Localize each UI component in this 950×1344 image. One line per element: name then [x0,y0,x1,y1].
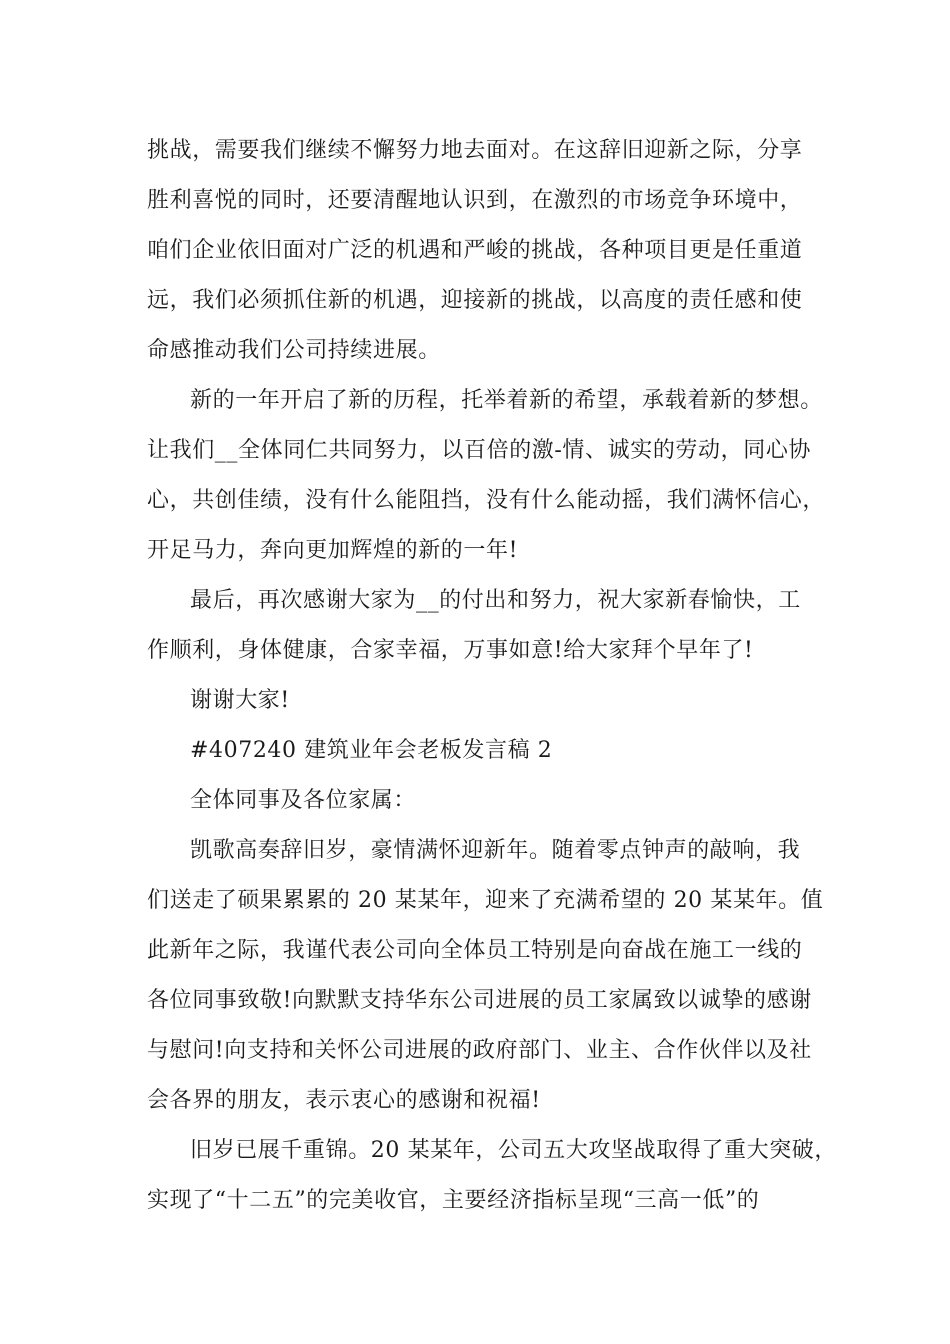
paragraph-start-line: 最后，再次感谢大家为__的付出和努力，祝大家新春愉快，工 [190,588,801,613]
text-line: 作顺利，身体健康，合家幸福，万事如意!给大家拜个早年了! [147,638,754,663]
text-line: 让我们__全体同仁共同努力，以百倍的激-情、诚实的劳动，同心协 [147,438,812,463]
text-line: 与慰问!向支持和关怀公司进展的政府部门、业主、合作伙伴以及社 [147,1038,812,1063]
text-line: 实现了“十二五”的完美收官，主要经济指标呈现“三高一低”的 [147,1188,760,1213]
section-heading: #407240 建筑业年会老板发言稿 2 [190,738,553,763]
paragraph-start-line: 旧岁已展千重锦。20 某某年，公司五大攻坚战取得了重大突破， [190,1138,837,1163]
text-line: 咱们企业依旧面对广泛的机遇和严峻的挑战，各种项目更是任重道 [147,238,803,263]
text-line: 命感推动我们公司持续进展。 [147,338,441,363]
paragraph-start-line: 凯歌高奏辞旧岁，豪情满怀迎新年。随着零点钟声的敲响，我 [190,838,801,863]
paragraph-start-line: 新的一年开启了新的历程，托举着新的希望，承载着新的梦想。 [190,388,823,413]
text-line: 各位同事致敬!向默默支持华东公司进展的员工家属致以诚挚的感谢 [147,988,812,1013]
text-line: 胜利喜悦的同时，还要清醒地认识到，在激烈的市场竞争环境中， [147,188,803,213]
text-line: 挑战，需要我们继续不懈努力地去面对。在这辞旧迎新之际，分享 [147,138,803,163]
text-line: 心，共创佳绩，没有什么能阻挡，没有什么能动摇，我们满怀信心， [147,488,826,513]
text-line: 此新年之际，我谨代表公司向全体员工特别是向奋战在施工一线的 [147,938,803,963]
salutation-line: 全体同事及各位家属： [190,788,417,813]
text-line: 开足马力，奔向更加辉煌的新的一年! [147,538,519,563]
text-line: 远，我们必须抓住新的机遇，迎接新的挑战，以高度的责任感和使 [147,288,803,313]
text-line: 会各界的朋友，表示衷心的感谢和祝福! [147,1088,541,1113]
closing-line: 谢谢大家! [190,688,290,713]
text-line: 们送走了硕果累累的 20 某某年，迎来了充满希望的 20 某某年。值 [147,888,824,913]
